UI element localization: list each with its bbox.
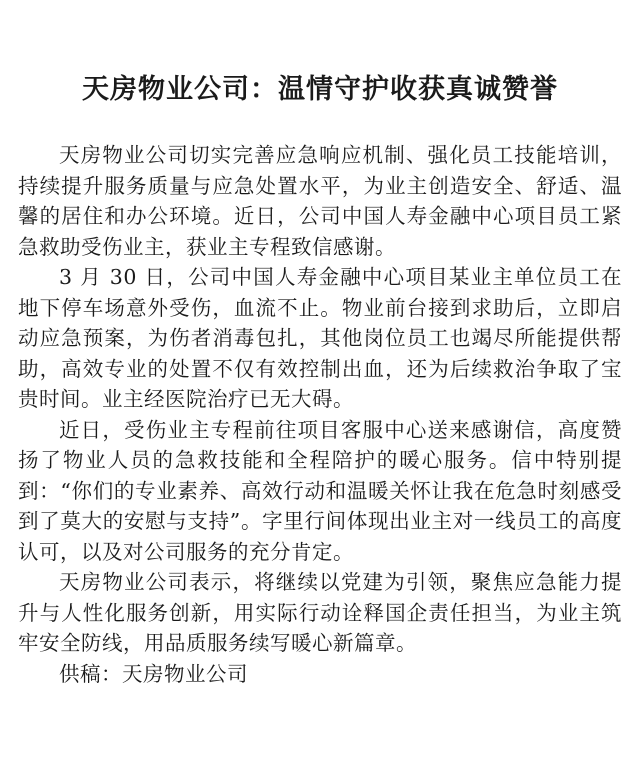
article-title: 天房物业公司：温情守护收获真诚赞誉 — [82, 74, 558, 105]
paragraph-2: 3 月 30 日，公司中国人寿金融中心项目某业主单位员工在地下停车场意外受伤，血流不止。物业前台接到求助后，立即启动应急预案，为伤者消毒包扎，其他岗位员工也竭尽所能提供帮助，高效专业的处置不仅有效控制出血，还为后续救治争取了宝贵时间。业主经医院治疗已无大碍。 — [18, 265, 622, 411]
byline: 供稿：天房物业公司 — [59, 661, 248, 686]
paragraph-3: 近日，受伤业主专程前往项目客服中心送来感谢信，高度赞扬了物业人员的急救技能和全程陪护的暖心服务。信中特别提到：“你们的专业素养、高效行动和温暖关怀让我在危急时刻感受到了莫大的安慰与支持”。字里行间体现出业主对一线员工的高度认可，以及对公司服务的充分肯定。 — [18, 417, 622, 564]
paragraph-4: 天房物业公司表示，将继续以党建为引领，聚焦应急能力提升与人性化服务创新，用实际行动诠释国企责任担当，为业主筑牢安全防线，用品质服务续写暖心新篇章。 — [18, 570, 622, 655]
paragraph-1: 天房物业公司切实完善应急响应机制、强化员工技能培训，持续提升服务质量与应急处置水平，为业主创造安全、舒适、温馨的居住和办公环境。近日，公司中国人寿金融中心项目员工紧急救助受伤业主，获业主专程致信感谢。 — [18, 143, 622, 259]
